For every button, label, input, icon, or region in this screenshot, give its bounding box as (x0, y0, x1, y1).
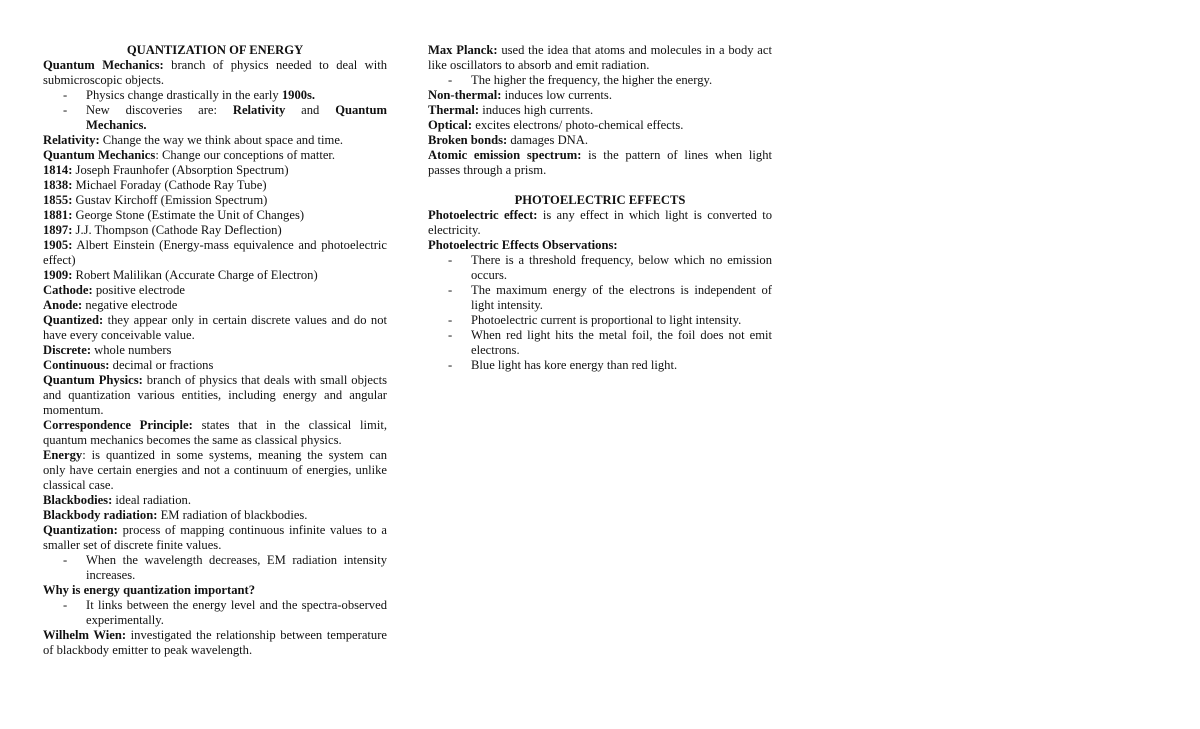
def-continuous: Continuous: decimal or fractions (43, 358, 214, 372)
question-why-quantization: Why is energy quantization important? (43, 583, 256, 597)
section-spacer (428, 178, 772, 193)
def-correspondence-principle: Correspondence Principle: states that in the classical limit, quantum mechanics becomes the same as classical physics. (43, 418, 387, 447)
def-thermal: Thermal: induces high currents. (428, 103, 594, 117)
bullet-wavelength-decreases: - When the wavelength decreases, EM radiation intensity increases. (63, 553, 387, 582)
timeline-1909: 1909: Robert Malilikan (Accurate Charge of Electron) (43, 268, 318, 282)
title-quantization-of-energy: QUANTIZATION OF ENERGY (126, 43, 304, 57)
dash-marker: - (63, 553, 68, 567)
timeline-1814: 1814: Joseph Fraunhofer (Absorption Spectrum) (43, 163, 289, 177)
dash-marker: - (63, 88, 68, 102)
def-quantum-mechanics-2: Quantum Mechanics: Change our conceptions of matter. (43, 148, 336, 162)
timeline-1838: 1838: Michael Foraday (Cathode Ray Tube) (43, 178, 267, 192)
left-column (43, 43, 387, 658)
dash-marker: - (448, 358, 453, 372)
dash-marker: - (448, 328, 453, 342)
def-cathode: Cathode: positive electrode (43, 283, 186, 297)
def-blackbody-radiation: Blackbody radiation: EM radiation of blackbodies. (43, 508, 308, 522)
bullet-physics-change: - Physics change drastically in the early 1900s. (63, 88, 316, 102)
dash-marker: - (63, 598, 68, 612)
observation-item: - There is a threshold frequency, below which no emission occurs. (448, 253, 772, 282)
def-quantum-physics: Quantum Physics: branch of physics that deals with small objects and quantization various entities, including energy and angular momentum. (43, 373, 387, 417)
def-discrete: Discrete: whole numbers (43, 343, 172, 357)
term: Quantum Mechanics: (43, 58, 164, 72)
def-energy: Energy: is quantized in some systems, meaning the system can only have certain energies and not a continuum of energies, unlike classical case. (43, 448, 387, 492)
observation-item: - Photoelectric current is proportional to light intensity. (448, 313, 742, 327)
dash-marker: - (448, 313, 453, 327)
def-broken-bonds: Broken bonds: damages DNA. (428, 133, 589, 147)
def-relativity: Relativity: Change the way we think about space and time. (43, 133, 344, 147)
def-photoelectric-effect: Photoelectric effect: is any effect in which light is converted to electricity. (428, 208, 772, 237)
dash-marker: - (448, 283, 453, 297)
bullet-new-discoveries: - New discoveries are: Relativity and Quantum Mechanics. (63, 103, 387, 132)
observation-item: - When red light hits the metal foil, the foil does not emit electrons. (448, 328, 772, 357)
timeline-1881: 1881: George Stone (Estimate the Unit of Changes) (43, 208, 305, 222)
def-wilhelm-wien: Wilhelm Wien: investigated the relationship between temperature of blackbody emitter to peak wavelength. (43, 628, 387, 657)
def-max-planck: Max Planck: used the idea that atoms and molecules in a body act like oscillators to absorb and emit radiation. (428, 43, 772, 72)
dash-marker: - (63, 103, 68, 117)
def-atomic-emission-spectrum: Atomic emission spectrum: is the pattern of lines when light passes through a prism. (428, 148, 772, 177)
timeline-1897: 1897: J.J. Thompson (Cathode Ray Deflection) (43, 223, 282, 237)
def-quantization: Quantization: process of mapping continuous infinite values to a smaller set of discrete finite values. (43, 523, 387, 552)
bullet-links-energy-level: - It links between the energy level and the spectra-observed experimentally. (63, 598, 387, 627)
def-anode: Anode: negative electrode (43, 298, 178, 312)
timeline-1905: 1905: Albert Einstein (Energy-mass equivalence and photoelectric effect) (43, 238, 387, 267)
def-non-thermal: Non-thermal: induces low currents. (428, 88, 612, 102)
def-quantized: Quantized: they appear only in certain discrete values and do not have every conceivable value. (43, 313, 387, 342)
dash-marker: - (448, 253, 453, 267)
dash-marker: - (448, 73, 453, 87)
title-photoelectric-effects: PHOTOELECTRIC EFFECTS (514, 193, 686, 207)
observation-item: - The maximum energy of the electrons is independent of light intensity. (448, 283, 772, 312)
bullet-higher-frequency: - The higher the frequency, the higher the energy. (448, 73, 713, 87)
def-optical: Optical: excites electrons/ photo-chemical effects. (428, 118, 684, 132)
right-column (428, 43, 772, 373)
def-blackbodies: Blackbodies: ideal radiation. (43, 493, 191, 507)
def-quantum-mechanics: Quantum Mechanics: branch of physics needed to deal with submicroscopic objects. (43, 58, 387, 87)
observation-item: - Blue light has kore energy than red light. (448, 358, 678, 372)
timeline-1855: 1855: Gustav Kirchoff (Emission Spectrum) (43, 193, 268, 207)
observations-heading: Photoelectric Effects Observations: (428, 238, 618, 252)
